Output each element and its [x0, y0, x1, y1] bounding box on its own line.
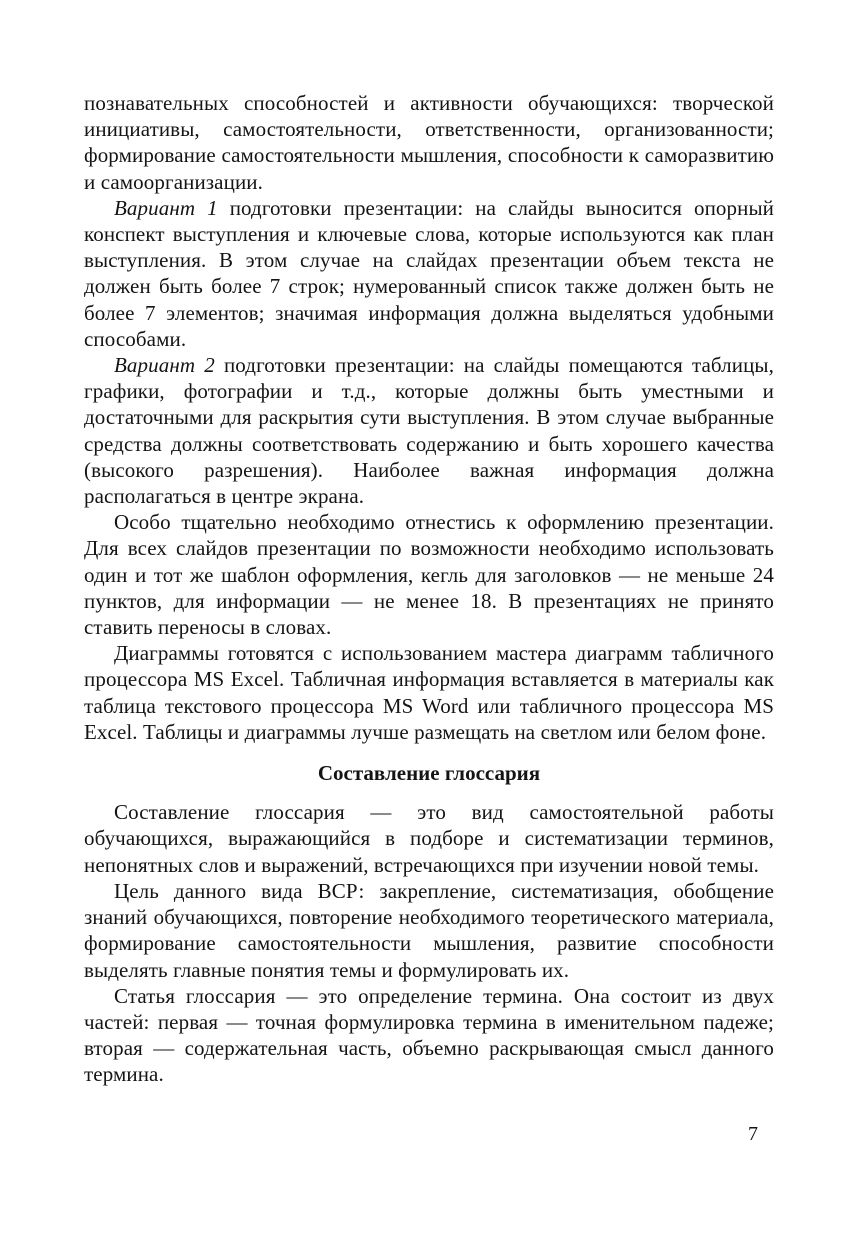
paragraph-glossary-goal [84, 878, 774, 983]
paragraph-glossary-definition [84, 799, 774, 878]
paragraph-design [84, 509, 774, 640]
section-heading: Составление глоссария [317, 761, 541, 786]
paragraph-text: подготовки презентации: на слайды помещаются таблицы, графики, фотографии и т.д., которые должны быть уместными и достаточными для раскрытия сути выступления. В этом случае выбранные средства должны соответствовать содержанию и быть хорошего качества (высокого разрешения). Наиболее важная информация должна располагаться в центре экрана. [84, 353, 774, 509]
paragraph-text: познавательных способностей и активности обучающихся: творческой инициативы, самостоятельности, ответственности, организованности; формирование самостоятельности мышления, способности к саморазвитию и самоорганизации. [84, 91, 774, 194]
page-number: 7 [748, 1123, 758, 1145]
paragraph-diagrams [84, 640, 774, 745]
variant-2-lead-italic: Вариант 2 [114, 353, 215, 378]
paragraph-text: подготовки презентации: на слайды выносится опорный конспект выступления и ключевые слова, которые используются как план выступления. В этом случае на слайдах презентации объем текста не должен быть более 7 строк; нумерованный список также должен быть не более 7 элементов; значимая информация должна выделяться удобными способами. [84, 195, 774, 351]
paragraph-text: Особо тщательно необходимо отнестись к оформлению презентации. Для всех слайдов презентации по возможности необходимо использовать один и тот же шаблон оформления, кегль для заголовков — не меньше 24 пунктов, для информации — не менее 18. В презентациях не принято ставить переносы в словах. [84, 510, 774, 640]
variant-1-lead-italic: Вариант 1 [114, 195, 218, 220]
text-block [84, 90, 774, 1088]
paragraph-text: Цель данного вида ВСР: закрепление, систематизация, обобщение знаний обучающихся, повторение необходимого теоретического материала, формирование самостоятельности мышления, развитие способности выделять главные понятия темы и формулировать их. [84, 878, 774, 982]
paragraph-variant-1 [84, 195, 774, 352]
paragraph-continuation [84, 90, 774, 195]
paragraph-text: Статья глоссария — это определение термина. Она состоит из двух частей: первая — точная формулировка термина в именительном падеже; вторая — содержательная часть, объемно раскрывающая смысл данного термина. [84, 983, 774, 1087]
paragraph-text: Составление глоссария — это вид самостоятельной работы обучающихся, выражающийся в подборе и систематизации терминов, непонятных слов и выражений, встречающихся при изучении новой темы. [84, 800, 774, 877]
paragraph-glossary-article [84, 983, 774, 1088]
paragraph-variant-2 [84, 352, 774, 509]
paragraph-text: Диаграммы готовятся с использованием мастера диаграмм табличного процессора MS Excel. Табличная информация вставляется в материалы как таблица текстового процессора MS Word или табличного процессора MS Excel. Таблицы и диаграммы лучше размещать на светлом или белом фоне. [84, 641, 774, 744]
